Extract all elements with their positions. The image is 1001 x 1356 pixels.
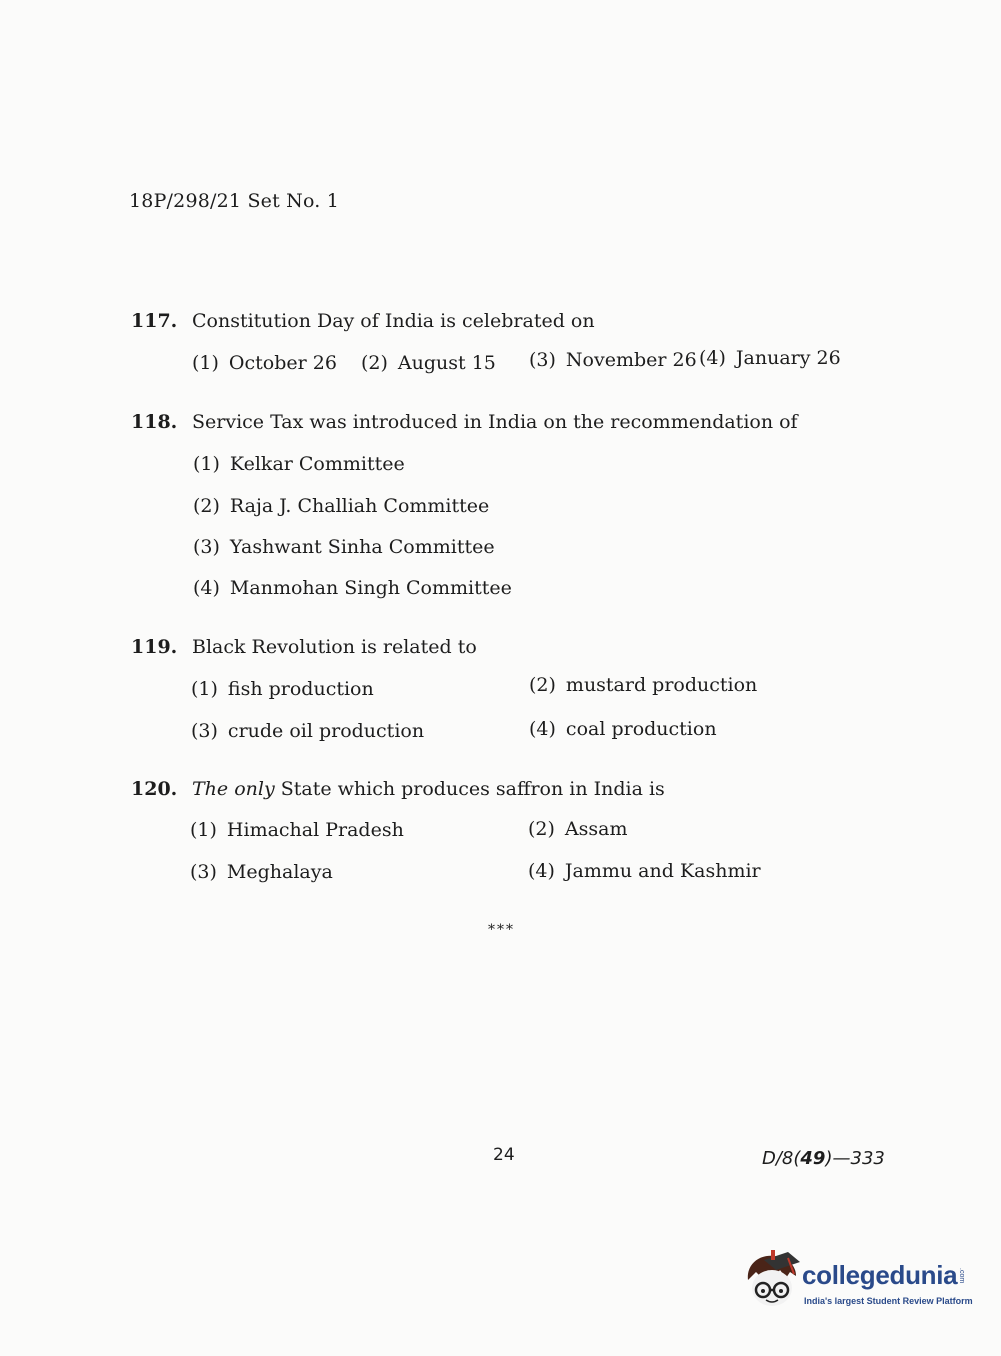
option-number: (4) <box>529 718 556 740</box>
option-text: Manmohan Singh Committee <box>229 577 512 599</box>
option-text: Jammu and Kashmir <box>564 860 761 882</box>
print-code-suffix: )—333 <box>825 1148 885 1169</box>
option-text: Kelkar Committee <box>229 453 405 475</box>
option-1 <box>192 352 337 374</box>
option-text: August 15 <box>397 352 496 374</box>
option-4 <box>699 347 841 369</box>
option-4 <box>528 860 761 882</box>
print-code <box>762 1148 885 1169</box>
option-number: (1) <box>193 453 220 475</box>
option-text: Himachal Pradesh <box>226 819 404 841</box>
option-text: October 26 <box>228 352 337 374</box>
option-number: (4) <box>528 860 555 882</box>
option-3 <box>190 861 333 883</box>
option-2 <box>193 495 489 517</box>
option-3 <box>529 349 697 371</box>
option-1 <box>193 453 405 475</box>
option-text: fish production <box>227 678 374 700</box>
question-text: Service Tax was introduced in India on the recommendation of <box>192 411 798 433</box>
logo-domain: .com <box>958 1268 965 1284</box>
question-text: Constitution Day of India is celebrated on <box>192 310 595 332</box>
option-number: (4) <box>193 577 220 599</box>
option-text: Yashwant Sinha Committee <box>229 536 495 558</box>
question-number: 120. <box>131 778 178 800</box>
option-text: November 26 <box>565 349 697 371</box>
end-of-paper-mark: *** <box>488 922 515 938</box>
option-text: January 26 <box>735 347 841 369</box>
option-3 <box>193 536 495 558</box>
page-number: 24 <box>493 1145 515 1165</box>
option-2 <box>361 352 496 374</box>
option-text: coal production <box>565 718 717 740</box>
collegedunia-logo <box>742 1250 972 1320</box>
option-number: (2) <box>529 674 556 696</box>
question-number: 118. <box>131 411 178 433</box>
option-text: Raja J. Challiah Committee <box>229 495 490 517</box>
option-number: (1) <box>192 352 219 374</box>
option-number: (3) <box>190 861 217 883</box>
option-4 <box>529 718 717 740</box>
option-text: Meghalaya <box>226 861 333 883</box>
option-1 <box>190 819 404 841</box>
question-text <box>192 778 665 800</box>
question-number: 119. <box>131 636 178 658</box>
question-text-rest: State which produces saffron in India is <box>280 778 665 800</box>
option-3 <box>191 720 424 742</box>
option-number: (3) <box>529 349 556 371</box>
print-code-prefix: D/8( <box>762 1148 801 1169</box>
logo-wordmark: collegedunia <box>802 1260 958 1290</box>
option-text: Assam <box>564 818 628 840</box>
question-text-emphasis: The only <box>192 778 275 800</box>
option-number: (1) <box>190 819 217 841</box>
option-number: (2) <box>193 495 220 517</box>
option-text: mustard production <box>565 674 758 696</box>
option-text: crude oil production <box>227 720 425 742</box>
print-code-bold: 49 <box>800 1148 826 1169</box>
mascot-icon <box>742 1250 802 1320</box>
option-2 <box>529 674 757 696</box>
paper-code-header: 18P/298/21 Set No. 1 <box>129 190 340 212</box>
option-number: (1) <box>191 678 218 700</box>
option-4 <box>193 577 512 599</box>
option-1 <box>191 678 374 700</box>
question-number: 117. <box>131 310 178 332</box>
option-number: (3) <box>191 720 218 742</box>
option-number: (4) <box>699 347 726 369</box>
option-number: (2) <box>528 818 555 840</box>
option-2 <box>528 818 628 840</box>
option-number: (3) <box>193 536 220 558</box>
logo-tagline: India's largest Student Review Platform <box>804 1296 973 1306</box>
option-number: (2) <box>361 352 388 374</box>
question-text: Black Revolution is related to <box>192 636 477 658</box>
